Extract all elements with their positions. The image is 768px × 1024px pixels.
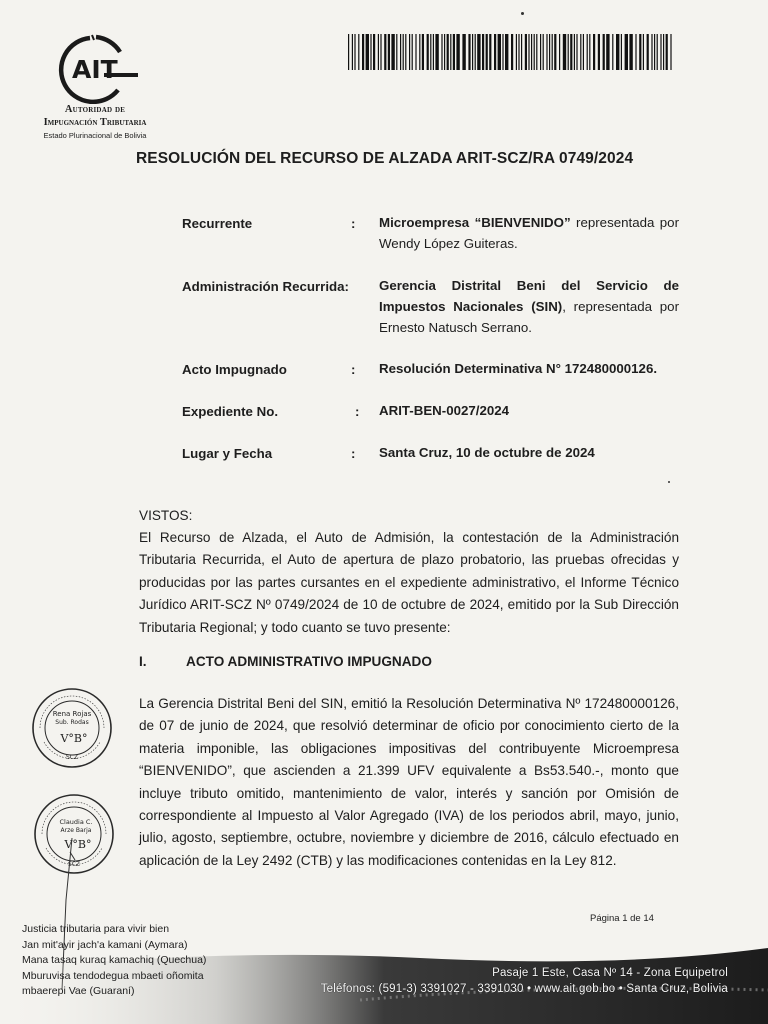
acto-label: Acto Impugnado bbox=[182, 362, 287, 377]
footer-contact: Teléfonos: (591-3) 3391027 - 3391030 • www.ait.gob.bo • Santa Cruz, Bolivia bbox=[320, 983, 728, 995]
acto-value: Resolución Determinativa N° 172480000126. bbox=[379, 361, 658, 376]
recurrente-value-bold: Microempresa “BIENVENIDO” bbox=[379, 215, 571, 230]
scan-speck bbox=[521, 12, 524, 15]
stamp1-scz: SCZ bbox=[65, 754, 79, 761]
section-title: ACTO ADMINISTRATIVO IMPUGNADO bbox=[186, 654, 432, 669]
stamp1-sub: Sub. Rodas bbox=[55, 719, 89, 726]
expediente-value: ARIT-BEN-0027/2024 bbox=[379, 403, 510, 418]
footer-address: Pasaje 1 Este, Casa Nº 14 - Zona Equipetrol bbox=[492, 967, 728, 979]
stamp2-vb: V°B° bbox=[64, 838, 92, 851]
stamp2-name: Claudia C. bbox=[59, 818, 93, 826]
document-title: RESOLUCIÓN DEL RECURSO DE ALZADA ARIT-SCZ/RA 0749/2024 bbox=[136, 150, 634, 167]
expediente-label: Expediente No. bbox=[182, 404, 279, 419]
stamp2-scz: SCZ bbox=[67, 861, 81, 868]
motto-line: Mana tasaq kuraq kamachiq (Quechua) bbox=[22, 954, 207, 966]
org-name-line2: Impugnación Tributaria bbox=[43, 117, 147, 128]
section-number: I. bbox=[139, 654, 147, 669]
lugar-label: Lugar y Fecha bbox=[182, 446, 273, 461]
motto-line: Mburuvisa tendodegua mbaeti oñomita bbox=[22, 969, 204, 982]
approval-stamp-2 bbox=[32, 790, 116, 880]
stamp2-sub: Arze Barja bbox=[60, 827, 92, 834]
stamp1-name: Rena Rojas bbox=[52, 710, 92, 718]
approval-stamp-1 bbox=[30, 686, 114, 770]
ait-logo bbox=[30, 32, 160, 142]
barcode bbox=[346, 34, 676, 70]
scan-speck bbox=[668, 481, 670, 483]
field-colon: : bbox=[351, 446, 356, 461]
ait-emblem-icon bbox=[44, 32, 144, 104]
stamp1-vb: V°B° bbox=[60, 732, 88, 745]
svg-text:AIT: AIT bbox=[72, 55, 118, 84]
field-colon: : bbox=[351, 216, 356, 231]
org-state-line: Estado Plurinacional de Bolivia bbox=[43, 131, 147, 140]
recurrente-value-rest: representada por Wendy López Guiteras. bbox=[379, 215, 680, 251]
field-colon: : bbox=[355, 404, 360, 419]
motto-line: Jan mit'ayir jach'a kamani (Aymara) bbox=[22, 938, 188, 951]
section1-paragraph: La Gerencia Distrital Beni del SIN, emitió la Resolución Determinativa Nº 172480000126, de 07 de junio de 2024, que resolvió determinar de oficio por conocimiento cierto de la materia imponible, las obligaciones impositivas del contribuyente Microempresa “BIENVENIDO”, que ascienden a 21.399 UFV equivalente a Bs53.540.-, monto que incluye tributo omitido, mantenimiento de valor, interés y sanción por Omisión de correspondiente al Impuesto al Valor Agregado (IVA) de los periodos abril, mayo, junio, julio, agosto, septiembre, octubre, noviembre y diciembre de 2016, cálculo efectuado en aplicación de la Ley 2492 (CTB) y las modificaciones contenidas en la Ley 812. bbox=[139, 696, 679, 868]
administracion-value bbox=[379, 275, 679, 338]
org-name-line1: Autoridad de bbox=[64, 104, 126, 115]
vistos-paragraph: El Recurso de Alzada, el Auto de Admisión, la contestación de la Administración Tributaria Recurrida, el Auto de apertura de plazo probatorio, las pruebas ofrecidas y producidas por las partes cursantes en el expediente administrativo, el Informe Técnico Jurídico ARIT-SCZ Nº 0749/2024 de 10 de octubre de 2024, emitido por la Sub Dirección Tributaria Regional; y todo cuanto se tuvo presente: bbox=[139, 530, 679, 635]
recurrente-value bbox=[379, 212, 679, 254]
lugar-value: Santa Cruz, 10 de octubre de 2024 bbox=[379, 445, 595, 460]
recurrente-label: Recurrente bbox=[182, 216, 253, 231]
field-colon: : bbox=[351, 362, 356, 377]
page-number: Página 1 de 14 bbox=[590, 913, 654, 924]
administracion-value-rest: , representada por Ernesto Natusch Serrano. bbox=[379, 299, 679, 335]
motto-line: mbaerepi Vae (Guaraní) bbox=[22, 985, 135, 997]
footer-motto bbox=[22, 922, 206, 1000]
administracion-value-bold: Gerencia Distrital Beni del Servicio de Impuestos Nacionales (SIN) bbox=[379, 278, 679, 314]
vistos-heading: VISTOS: bbox=[139, 508, 193, 523]
motto-line: Justicia tributaria para vivir bien bbox=[22, 923, 170, 935]
administracion-label: Administración Recurrida: bbox=[182, 279, 349, 294]
